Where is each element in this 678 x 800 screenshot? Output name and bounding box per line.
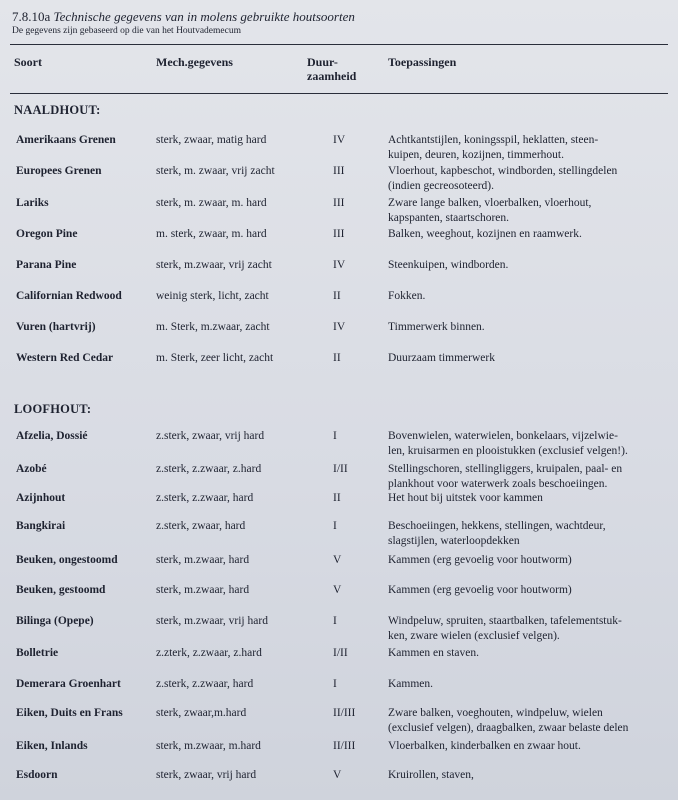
durability-class: II bbox=[333, 492, 341, 504]
applications: Kammen (erg gevoelig voor houtworm) bbox=[388, 554, 572, 566]
mechanical-properties: m. sterk, zwaar, m. hard bbox=[156, 228, 267, 240]
durability-class: I bbox=[333, 615, 337, 627]
wood-species: Afzelia, Dossié bbox=[16, 430, 88, 442]
wood-species: Californian Redwood bbox=[16, 290, 122, 302]
durability-class: III bbox=[333, 165, 345, 177]
header-toepassingen: Toepassingen bbox=[388, 55, 457, 69]
applications: Kammen en staven. bbox=[388, 647, 480, 659]
applications: Achtkantstijlen, koningsspil, heklatten, steen- kuipen, deuren, kozijnen, timmerhout. bbox=[388, 134, 599, 161]
mechanical-properties: sterk, m.zwaar, vrij hard bbox=[156, 615, 268, 627]
mechanical-properties: z.sterk, z.zwaar, hard bbox=[156, 492, 254, 504]
mechanical-properties: weinig sterk, licht, zacht bbox=[156, 290, 269, 302]
wood-species: Parana Pine bbox=[16, 259, 77, 271]
section-naaldhout: NAALDHOUT: bbox=[14, 103, 101, 117]
title-text: Technische gegevens van in molens gebruikte houtsoorten bbox=[53, 9, 355, 24]
wood-species: Esdoorn bbox=[16, 769, 58, 781]
mechanical-properties: m. Sterk, m.zwaar, zacht bbox=[156, 321, 270, 333]
applications: Kammen. bbox=[388, 678, 434, 690]
mechanical-properties: sterk, m.zwaar, vrij zacht bbox=[156, 259, 272, 271]
durability-class: II bbox=[333, 352, 341, 364]
mechanical-properties: m. Sterk, zeer licht, zacht bbox=[156, 352, 274, 364]
applications: Zware balken, voeghouten, windpeluw, wielen (exclusief velgen), draagbalken, zwaar belaste delen bbox=[388, 707, 629, 734]
mechanical-properties: z.sterk, zwaar, vrij hard bbox=[156, 430, 265, 442]
applications: Fokken. bbox=[388, 290, 426, 302]
applications: Vloerbalken, kinderbalken en zwaar hout. bbox=[388, 740, 581, 752]
header-top-rule bbox=[10, 44, 668, 45]
wood-species: Eiken, Duits en Frans bbox=[16, 707, 123, 719]
applications: Steenkuipen, windborden. bbox=[388, 259, 509, 271]
applications: Stellingschoren, stellingliggers, kruipalen, paal- en plankhout voor waterwerk zoals beschoeiingen. bbox=[388, 463, 623, 490]
applications: Zware lange balken, vloerbalken, vloerhout, kapspanten, staartschoren. bbox=[388, 197, 592, 224]
durability-class: II/III bbox=[333, 740, 356, 752]
mechanical-properties: sterk, m. zwaar, m. hard bbox=[156, 197, 267, 209]
wood-species: Amerikaans Grenen bbox=[16, 134, 116, 146]
applications: Timmerwerk binnen. bbox=[388, 321, 485, 333]
section-loofhout: LOOFHOUT: bbox=[14, 402, 92, 416]
applications: Duurzaam timmerwerk bbox=[388, 352, 495, 364]
mechanical-properties: sterk, m. zwaar, vrij zacht bbox=[156, 165, 275, 177]
applications: Kruirollen, staven, bbox=[388, 769, 474, 781]
header-bottom-rule bbox=[10, 93, 668, 94]
applications: Vloerhout, kapbeschot, windborden, stellingdelen (indien gecreosoteerd). bbox=[388, 165, 618, 192]
durability-class: V bbox=[333, 769, 342, 781]
mechanical-properties: z.zterk, z.zwaar, z.hard bbox=[156, 647, 262, 659]
wood-species: Beuken, gestoomd bbox=[16, 584, 106, 596]
durability-class: V bbox=[333, 584, 342, 596]
durability-class: I bbox=[333, 520, 337, 532]
durability-class: I/II bbox=[333, 647, 348, 659]
durability-class: I bbox=[333, 430, 337, 442]
header-duur-line2: zaamheid bbox=[307, 69, 357, 83]
mechanical-properties: sterk, m.zwaar, m.hard bbox=[156, 740, 261, 752]
wood-species: Beuken, ongestoomd bbox=[16, 554, 118, 566]
wood-species: Bangkirai bbox=[16, 520, 66, 532]
durability-class: I/II bbox=[333, 463, 348, 475]
applications: Windpeluw, spruiten, staartbalken, tafelementstuk- ken, zware wielen (exclusief velgen). bbox=[388, 615, 622, 642]
applications: Kammen (erg gevoelig voor houtworm) bbox=[388, 584, 572, 596]
header-duurzaamheid bbox=[307, 55, 356, 83]
durability-class: IV bbox=[333, 259, 346, 271]
wood-species: Demerara Groenhart bbox=[16, 678, 121, 690]
document-subtitle: De gegevens zijn gebaseerd op die van het Houtvademecum bbox=[12, 26, 241, 36]
durability-class: V bbox=[333, 554, 342, 566]
wood-species: Bilinga (Opepe) bbox=[16, 615, 94, 627]
mechanical-properties: sterk, m.zwaar, hard bbox=[156, 554, 250, 566]
header-duur-line1: Duur- bbox=[307, 55, 338, 69]
document-title bbox=[12, 9, 355, 25]
header-mech: Mech.gegevens bbox=[156, 55, 233, 69]
header-soort: Soort bbox=[14, 55, 42, 69]
wood-species: Bolletrie bbox=[16, 647, 59, 659]
durability-class: III bbox=[333, 197, 345, 209]
mechanical-properties: sterk, m.zwaar, hard bbox=[156, 584, 250, 596]
mechanical-properties: z.sterk, z.zwaar, hard bbox=[156, 678, 254, 690]
wood-species: Eiken, Inlands bbox=[16, 740, 88, 752]
wood-species: Azobé bbox=[16, 463, 47, 475]
durability-class: II/III bbox=[333, 707, 356, 719]
wood-species: Europees Grenen bbox=[16, 165, 102, 177]
wood-species: Vuren (hartvrij) bbox=[16, 321, 96, 333]
wood-species: Azijnhout bbox=[16, 492, 66, 504]
durability-class: IV bbox=[333, 321, 346, 333]
durability-class: I bbox=[333, 678, 337, 690]
wood-species: Western Red Cedar bbox=[16, 352, 114, 364]
durability-class: IV bbox=[333, 134, 346, 146]
mechanical-properties: z.sterk, z.zwaar, z.hard bbox=[156, 463, 262, 475]
mechanical-properties: sterk, zwaar, matig hard bbox=[156, 134, 267, 146]
applications: Beschoeiingen, hekkens, stellingen, wachtdeur, slagstijlen, waterloopdekken bbox=[388, 520, 606, 547]
durability-class: II bbox=[333, 290, 341, 302]
mechanical-properties: sterk, zwaar, vrij hard bbox=[156, 769, 257, 781]
wood-species: Lariks bbox=[16, 197, 49, 209]
section-number: 7.8.10a bbox=[12, 9, 51, 24]
applications: Bovenwielen, waterwielen, bonkelaars, vijzelwie- len, kruisarmen en plooistukken (exclusief velgen!). bbox=[388, 430, 628, 457]
wood-species: Oregon Pine bbox=[16, 228, 78, 240]
mechanical-properties: sterk, zwaar,m.hard bbox=[156, 707, 247, 719]
mechanical-properties: z.sterk, zwaar, hard bbox=[156, 520, 246, 532]
applications: Het hout bij uitstek voor kammen bbox=[388, 492, 543, 504]
durability-class: III bbox=[333, 228, 345, 240]
applications: Balken, weeghout, kozijnen en raamwerk. bbox=[388, 228, 582, 240]
